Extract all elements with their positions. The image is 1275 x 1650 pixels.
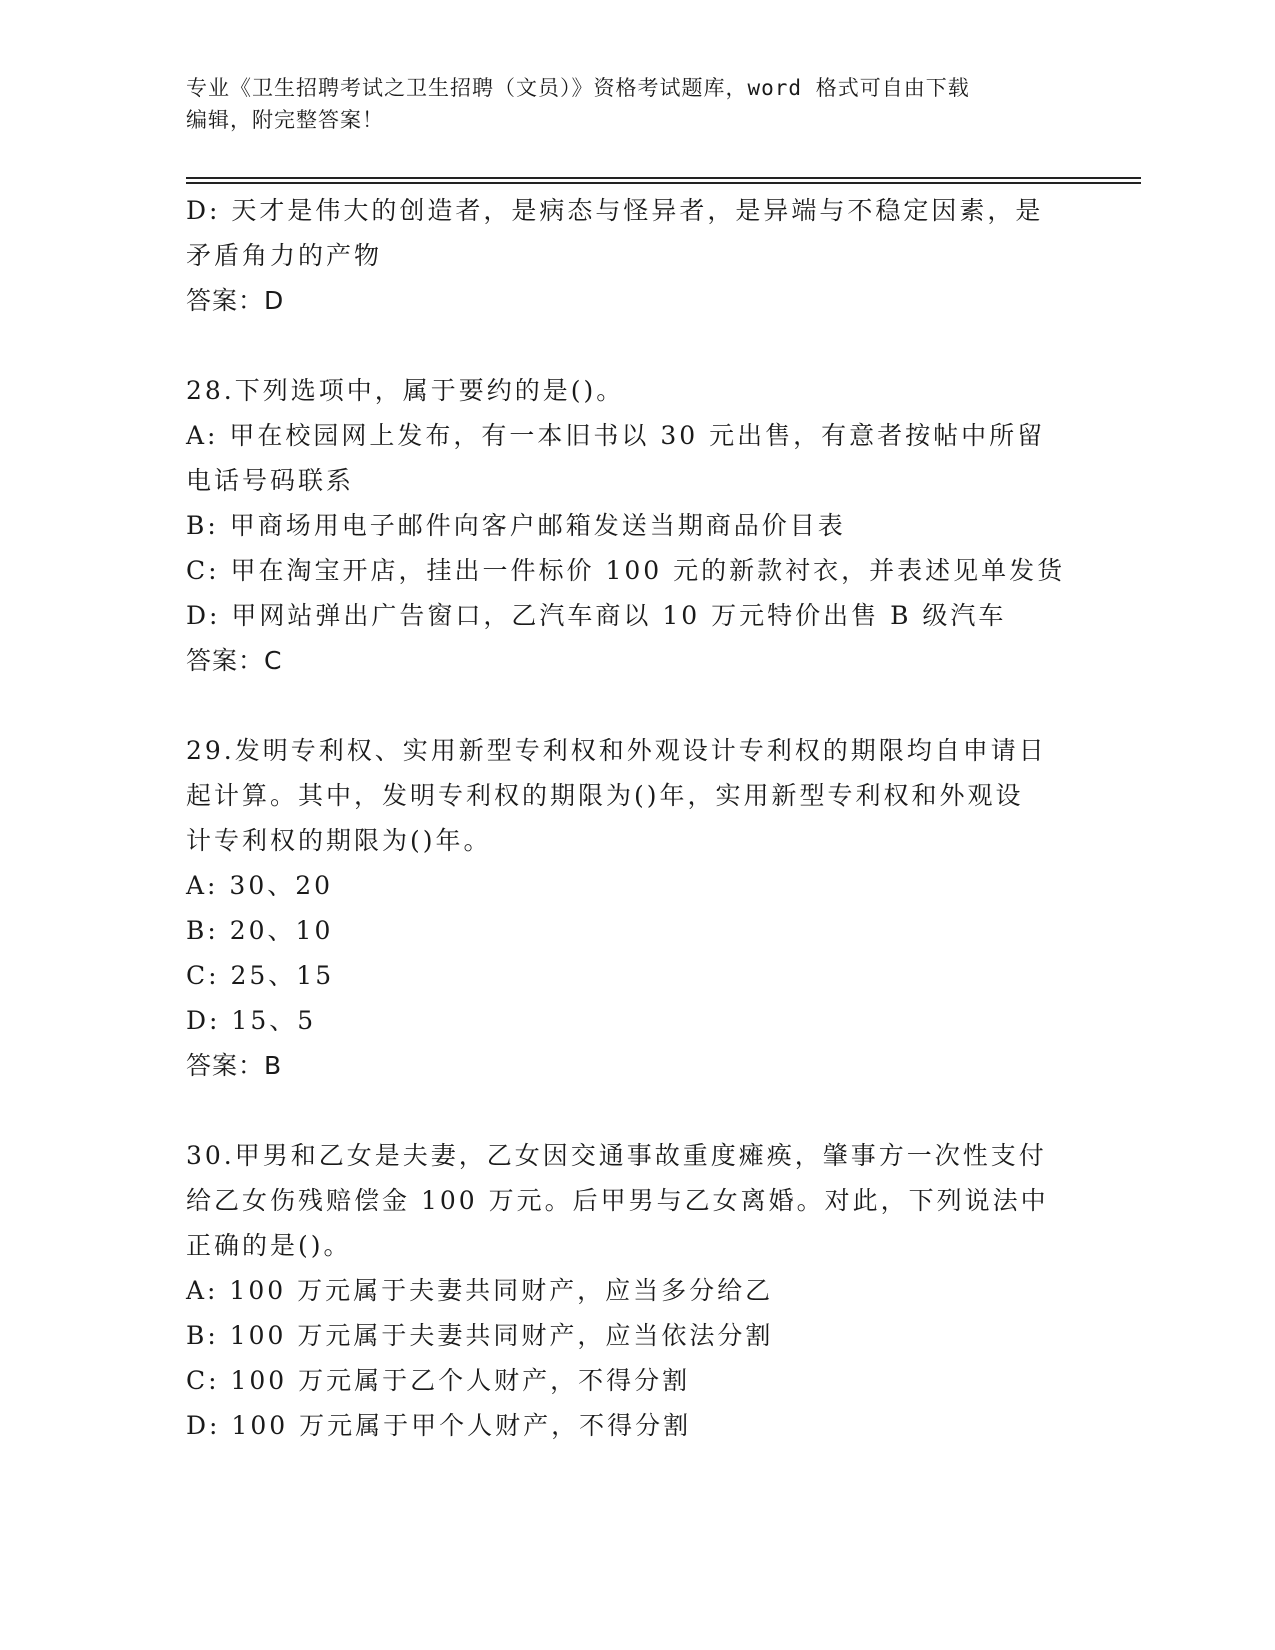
question-30 [186,1133,1086,1448]
question-stem-line-2: 起计算。其中，发明专利权的期限为()年，实用新型专利权和外观设 [186,781,1024,810]
answer-label: 答案：D [186,286,285,315]
option-a: A: 30、20 [186,871,334,900]
question-stem-line-3: 正确的是()。 [186,1231,352,1260]
option-a-line-1: A: 甲在校园网上发布，有一本旧书以 30 元出售，有意者按帖中所留 [186,421,1046,450]
exam-content [186,188,1086,1448]
header-divider-bottom [186,182,1141,184]
option-d-line-2: 矛盾角力的产物 [186,241,383,270]
option-b: B: 20、10 [186,916,334,945]
option-d: D: 甲网站弹出广告窗口，乙汽车商以 10 万元特价出售 B 级汽车 [186,601,1007,630]
question-stem: 28.下列选项中，属于要约的是()。 [186,376,625,405]
option-b: B: 甲商场用电子邮件向客户邮箱发送当期商品价目表 [186,511,846,540]
question-28 [186,368,1086,683]
option-d-line-1: D: 天才是伟大的创造者，是病态与怪异者，是异端与不稳定因素，是 [186,196,1044,225]
header-divider-top [186,177,1141,179]
spacer [186,1088,1086,1133]
question-stem-line-3: 计专利权的期限为()年。 [186,826,492,855]
option-a-line-2: 电话号码联系 [186,466,355,495]
question-stem-line-1: 30.甲男和乙女是夫妻，乙女因交通事故重度瘫痪，肇事方一次性支付 [186,1141,1047,1170]
header-line-1: 专业《卫生招聘考试之卫生招聘（文员）》资格考试题库，word 格式可自由下载 [186,76,970,100]
question-stem-line-1: 29.发明专利权、实用新型专利权和外观设计专利权的期限均自申请日 [186,736,1047,765]
spacer [186,323,1086,368]
option-c: C: 甲在淘宝开店，挂出一件标价 100 元的新款衬衣，并表述见单发货 [186,556,1066,585]
answer-label: 答案：B [186,1051,283,1080]
question-29 [186,728,1086,1088]
option-d: D: 100 万元属于甲个人财产，不得分割 [186,1411,692,1440]
header-line-2: 编辑，附完整答案！ [186,108,384,132]
option-b: B: 100 万元属于夫妻共同财产，应当依法分割 [186,1321,774,1350]
page-header [186,72,1066,136]
option-a: A: 100 万元属于夫妻共同财产，应当多分给乙 [186,1276,774,1305]
option-c: C: 25、15 [186,961,335,990]
spacer [186,683,1086,728]
option-d: D: 15、5 [186,1006,317,1035]
question-stem-line-2: 给乙女伤残赔偿金 100 万元。后甲男与乙女离婚。对此，下列说法中 [186,1186,1049,1215]
answer-label: 答案：C [186,646,283,675]
option-c: C: 100 万元属于乙个人财产，不得分割 [186,1366,691,1395]
previous-question-tail [186,188,1086,323]
